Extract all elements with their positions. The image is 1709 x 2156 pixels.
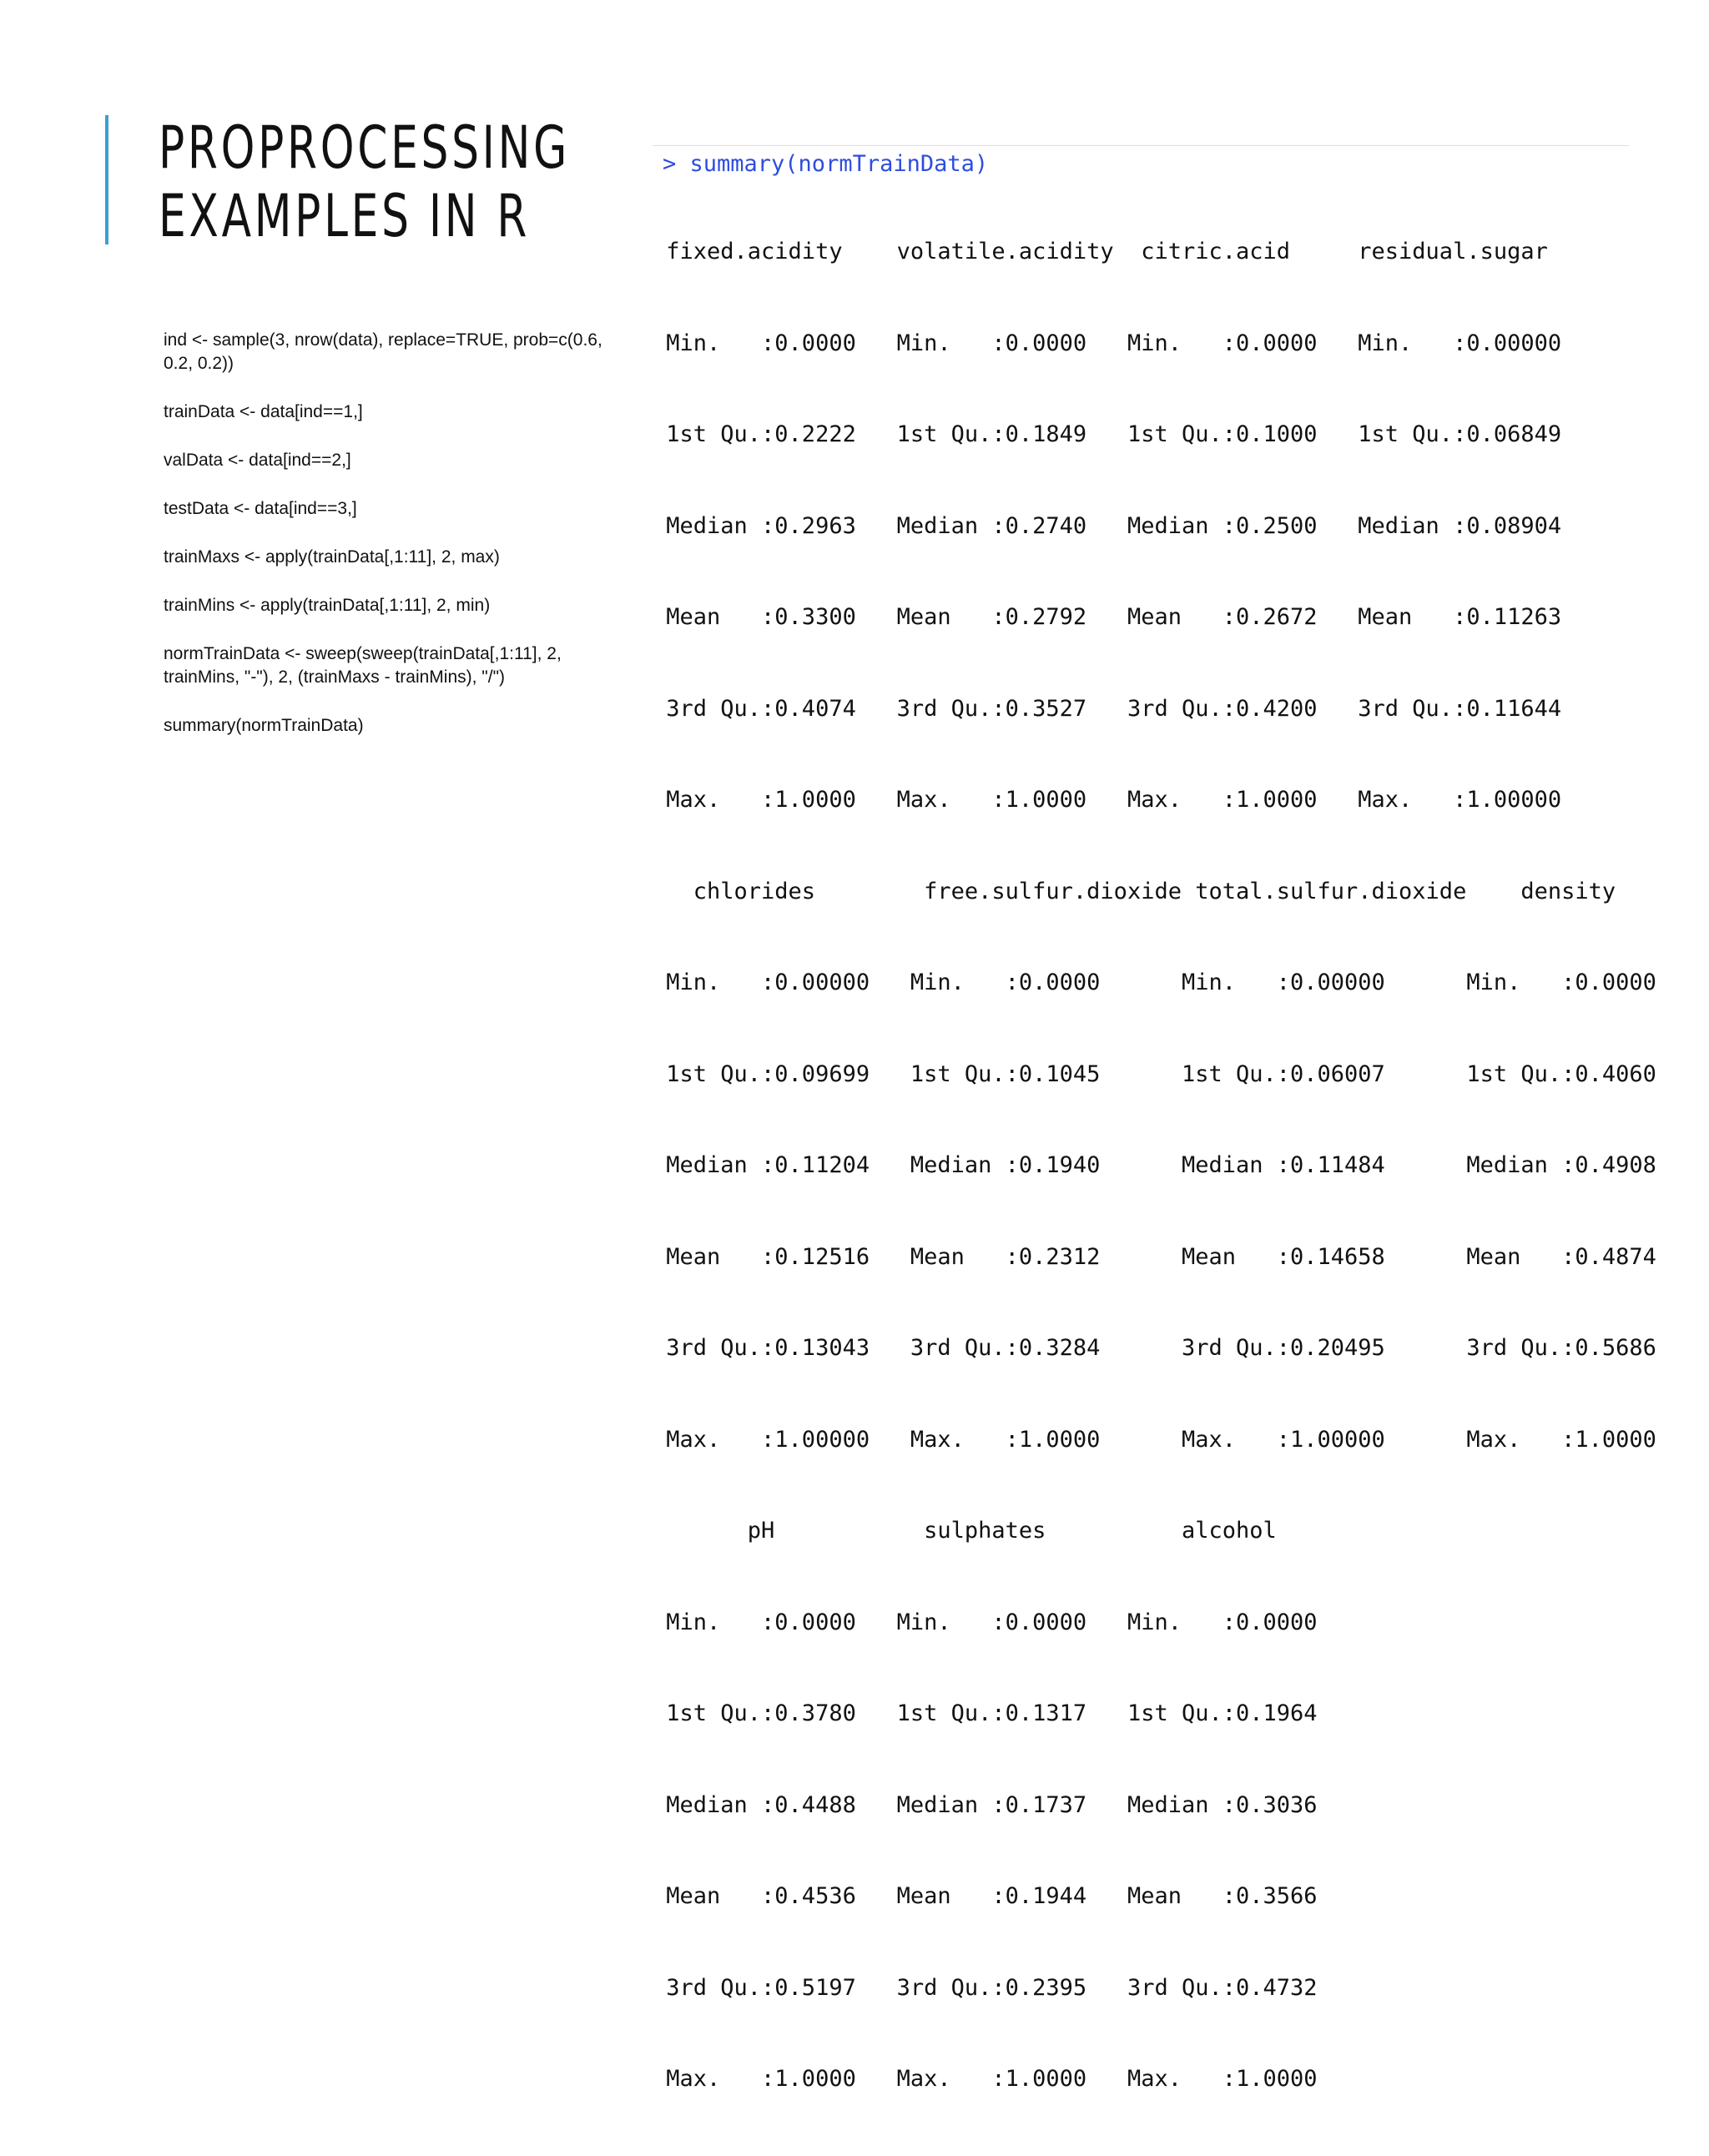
code-line-trainmins: trainMins <- apply(trainData[,1:11], 2, min) [164, 596, 491, 615]
console-line: pH sulphates alcohol [653, 1518, 1277, 1544]
console-line: chlorides free.sulfur.dioxide total.sulfur.dioxide density [653, 878, 1616, 904]
console-line: Mean :0.12516 Mean :0.2312 Mean :0.14658 Mean :0.4874 [653, 1243, 1656, 1270]
console-line: Max. :1.0000 Max. :1.0000 Max. :1.0000 [653, 2066, 1318, 2092]
slide-title-line-2: EXAMPLES IN R [159, 182, 531, 250]
console-line: 1st Qu.:0.3780 1st Qu.:0.1317 1st Qu.:0.1964 [653, 1700, 1318, 1726]
console-line: 3rd Qu.:0.13043 3rd Qu.:0.3284 3rd Qu.:0.20495 3rd Qu.:0.5686 [653, 1335, 1656, 1361]
console-line: Max. :1.00000 Max. :1.0000 Max. :1.00000 Max. :1.0000 [653, 1426, 1656, 1453]
console-line: 1st Qu.:0.2222 1st Qu.:0.1849 1st Qu.:0.1000 1st Qu.:0.06849 [653, 421, 1562, 447]
console-line: 3rd Qu.:0.4074 3rd Qu.:0.3527 3rd Qu.:0.4200 3rd Qu.:0.11644 [653, 695, 1562, 722]
slide-title [159, 113, 570, 250]
console-line: Min. :0.0000 Min. :0.0000 Min. :0.0000 Min. :0.00000 [653, 330, 1562, 356]
console-line: Median :0.4488 Median :0.1737 Median :0.3036 [653, 1791, 1318, 1818]
slide-title-line-1: PROPROCESSING [159, 113, 570, 182]
console-line: Median :0.11204 Median :0.1940 Median :0.11484 Median :0.4908 [653, 1152, 1656, 1178]
code-line-traindata: trainData <- data[ind==1,] [164, 402, 363, 421]
title-accent-bar [105, 115, 108, 244]
console-line: fixed.acidity volatile.acidity citric.acid residual.sugar [653, 239, 1548, 264]
console-line: Min. :0.0000 Min. :0.0000 Min. :0.0000 [653, 1609, 1318, 1635]
code-line-summary: summary(normTrainData) [164, 716, 364, 735]
console-line: 1st Qu.:0.09699 1st Qu.:0.1045 1st Qu.:0.06007 1st Qu.:0.4060 [653, 1060, 1656, 1087]
console-output-lines [653, 176, 1656, 2156]
console-line: Mean :0.3300 Mean :0.2792 Mean :0.2672 Mean :0.11263 [653, 604, 1562, 630]
console-line: 3rd Qu.:0.5197 3rd Qu.:0.2395 3rd Qu.:0.4732 [653, 1974, 1318, 2001]
code-line-sample: ind <- sample(3, nrow(data), replace=TRUE, prob=c(0.6, 0.2, 0.2)) [164, 330, 607, 373]
console-line: Median :0.2963 Median :0.2740 Median :0.2500 Median :0.08904 [653, 512, 1562, 539]
console-line: Max. :1.0000 Max. :1.0000 Max. :1.0000 Max. :1.00000 [653, 787, 1562, 813]
r-code-block [164, 329, 614, 763]
code-line-valdata: valData <- data[ind==2,] [164, 451, 351, 470]
code-line-normtraindata: normTrainData <- sweep(sweep(trainData[,1:11], 2, trainMins, "-"), 2, (trainMaxs - trainMins), "/") [164, 644, 567, 687]
console-line: Min. :0.00000 Min. :0.0000 Min. :0.00000 Min. :0.0000 [653, 970, 1656, 995]
code-line-trainmaxs: trainMaxs <- apply(trainData[,1:11], 2, max) [164, 547, 500, 567]
code-line-testdata: testData <- data[ind==3,] [164, 499, 357, 518]
console-command: > summary(normTrainData) [663, 151, 989, 177]
console-line: Mean :0.4536 Mean :0.1944 Mean :0.3566 [653, 1883, 1318, 1909]
r-console-output [653, 145, 1656, 2092]
